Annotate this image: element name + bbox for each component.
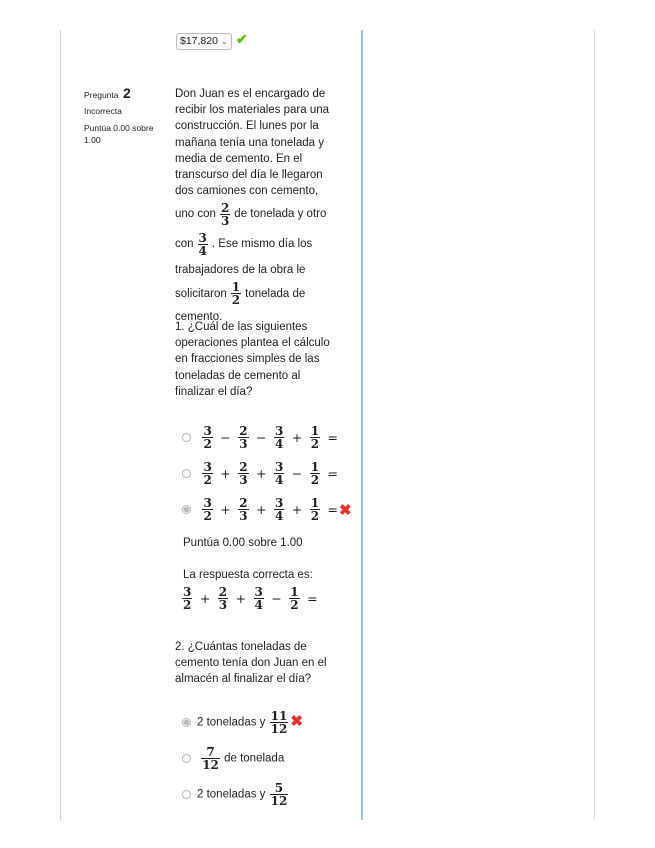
numerator: 1: [290, 585, 299, 599]
denominator: 3: [239, 437, 248, 451]
equals-sign: =: [327, 466, 338, 481]
operator: −: [291, 466, 303, 481]
fraction: [238, 497, 248, 522]
denominator: 2: [310, 437, 320, 451]
denominator: 2: [203, 437, 212, 451]
fraction: [310, 425, 320, 450]
fraction: [202, 497, 212, 522]
radio-button[interactable]: [182, 433, 191, 442]
subquestion-1: [175, 319, 355, 400]
numerator: 1: [310, 460, 320, 474]
q1-line: toneladas de cemento al: [175, 369, 301, 382]
left-border: [60, 30, 61, 820]
stem-line: cemento.: [175, 310, 223, 323]
numerator: 3: [274, 460, 284, 474]
fraction: [238, 461, 248, 486]
answer-select-value: $17,820: [180, 35, 218, 47]
right-border: [594, 30, 595, 820]
stem-line: construcción. El lunes por la: [175, 120, 319, 133]
numerator: 3: [203, 424, 212, 438]
operator: −: [220, 430, 231, 445]
fraction: [201, 746, 220, 771]
operator: +: [291, 430, 303, 445]
fraction: [270, 782, 289, 807]
radio-button[interactable]: [182, 754, 191, 763]
operator: +: [291, 502, 303, 517]
q1-line: 1. ¿Cuál de las siguientes: [175, 321, 308, 333]
numerator: 2: [239, 460, 248, 474]
option-text: de tonelada: [224, 752, 285, 765]
denominator: 4: [274, 473, 284, 487]
numerator: 2: [239, 496, 248, 510]
q1-option-1[interactable]: [182, 425, 340, 450]
fraction: [202, 425, 212, 450]
fraction: [254, 586, 264, 611]
numerator: 1: [310, 496, 320, 510]
stem-text: solicitaron: [175, 287, 227, 300]
numerator: 3: [203, 460, 212, 474]
stem-line: dos camiones con cemento,: [175, 185, 319, 198]
stem-line: transcurso del día le llegaron: [175, 169, 323, 182]
fraction: [274, 497, 284, 522]
denominator: 2: [310, 473, 320, 487]
q1-option-2[interactable]: [182, 461, 340, 486]
q2-line: cemento tenía don Juan en el: [175, 657, 327, 670]
fraction: [218, 586, 228, 611]
operator: +: [256, 502, 267, 517]
denominator: 2: [203, 473, 212, 487]
fraction: [310, 497, 320, 522]
option-text: 2 toneladas y: [197, 716, 266, 729]
denominator: 2: [290, 598, 299, 612]
column-divider: [361, 30, 363, 820]
stem-line: mañana tenía una tonelada y: [175, 136, 324, 149]
denominator: 3: [239, 473, 248, 487]
stem-text: uno con: [175, 208, 216, 221]
stem-text: . Ese mismo día los: [211, 238, 313, 251]
denominator: 12: [202, 758, 219, 772]
subquestion-2: [175, 639, 355, 688]
checkmark-icon: ✔: [236, 31, 248, 47]
operator: +: [256, 466, 267, 481]
question-grade: Puntúa 0.00 sobre 1.00: [84, 123, 154, 145]
denominator: 2: [203, 509, 212, 523]
chevron-down-icon: ⌄: [220, 37, 228, 46]
stem-line: Don Juan es el encargado de: [175, 88, 326, 100]
numerator: 3: [203, 496, 212, 510]
operator: +: [220, 502, 231, 517]
numerator: 2: [218, 585, 228, 599]
denominator: 2: [231, 293, 241, 308]
stem-line: trabajadores de la obra le: [175, 264, 306, 277]
q1-line: en fracciones simples de las: [175, 353, 320, 366]
radio-button-selected[interactable]: [182, 718, 191, 727]
q2-option-3[interactable]: [182, 782, 289, 807]
stem-line: [175, 229, 355, 259]
denominator: 3: [239, 509, 248, 523]
denominator: 4: [254, 598, 263, 612]
q1-feedback-score: Puntúa 0.00 sobre 1.00: [183, 537, 303, 549]
operator: −: [256, 430, 267, 445]
incorrect-x-icon: ✖: [339, 501, 352, 519]
stem-line: recibir los materiales para una: [175, 104, 330, 117]
numerator: 3: [254, 585, 263, 599]
fraction: [231, 281, 241, 306]
question-number: 2: [122, 85, 131, 101]
stem-line: [175, 199, 355, 229]
stem-line: [175, 279, 355, 309]
question-stem: [175, 86, 355, 325]
q2-line: 2. ¿Cuántas toneladas de: [175, 641, 307, 653]
numerator: 1: [231, 280, 241, 295]
operator: +: [199, 591, 211, 606]
answer-select[interactable]: [176, 33, 232, 50]
numerator: 2: [220, 200, 230, 215]
fraction: [289, 586, 299, 611]
radio-button[interactable]: [182, 469, 191, 478]
fraction: [198, 232, 208, 257]
stem-text: tonelada de: [245, 287, 306, 300]
q1-correct-answer: [181, 586, 320, 611]
fraction: [220, 202, 230, 227]
numerator: 1: [310, 424, 320, 438]
numerator: 2: [239, 424, 248, 438]
previous-answer: [176, 31, 248, 50]
denominator: 3: [218, 598, 228, 612]
equals-sign: =: [327, 430, 338, 445]
option-text: 2 toneladas y: [197, 788, 266, 801]
incorrect-x-icon: ✖: [290, 713, 303, 731]
stem-text: de tonelada y otro: [234, 208, 327, 221]
numerator: 3: [274, 496, 284, 510]
q2-option-2[interactable]: [182, 746, 284, 771]
numerator: 11: [270, 709, 288, 723]
operator: −: [271, 591, 282, 606]
q1-line: finalizar el día?: [175, 385, 253, 398]
equals-sign: =: [307, 591, 318, 606]
numerator: 3: [198, 230, 207, 245]
stem-line: media de cemento. En el: [175, 152, 303, 165]
q2-line: almacén al finalizar el día?: [175, 673, 312, 686]
denominator: 12: [270, 794, 288, 808]
fraction: [182, 586, 192, 611]
denominator: 12: [270, 722, 288, 736]
operator: +: [235, 591, 247, 606]
fraction: [270, 710, 289, 735]
equals-sign: =: [327, 502, 338, 517]
numerator: 5: [270, 782, 289, 795]
fraction: [310, 461, 320, 486]
operator: +: [220, 466, 231, 481]
denominator: 4: [198, 243, 207, 258]
radio-button[interactable]: [182, 790, 191, 799]
denominator: 4: [274, 437, 284, 451]
stem-text: con: [175, 238, 194, 251]
q1-option-3[interactable]: [182, 497, 352, 522]
q1-line: operaciones plantea el cálculo: [175, 337, 330, 350]
question-label: Pregunta: [84, 90, 119, 100]
fraction: [238, 425, 248, 450]
denominator: 4: [274, 509, 284, 523]
denominator: 2: [183, 598, 192, 612]
fraction: [274, 461, 284, 486]
q2-option-1[interactable]: [182, 710, 303, 735]
numerator: 3: [183, 585, 192, 599]
question-info: [84, 85, 164, 146]
radio-button-selected[interactable]: [182, 505, 191, 514]
question-state: Incorrecta: [84, 106, 122, 116]
numerator: 7: [201, 746, 220, 759]
fraction: [274, 425, 284, 450]
denominator: 2: [310, 509, 320, 523]
denominator: 3: [220, 213, 230, 228]
q1-correct-label: La respuesta correcta es:: [183, 569, 313, 581]
fraction: [202, 461, 212, 486]
numerator: 3: [274, 424, 284, 438]
question-header: [84, 85, 164, 103]
